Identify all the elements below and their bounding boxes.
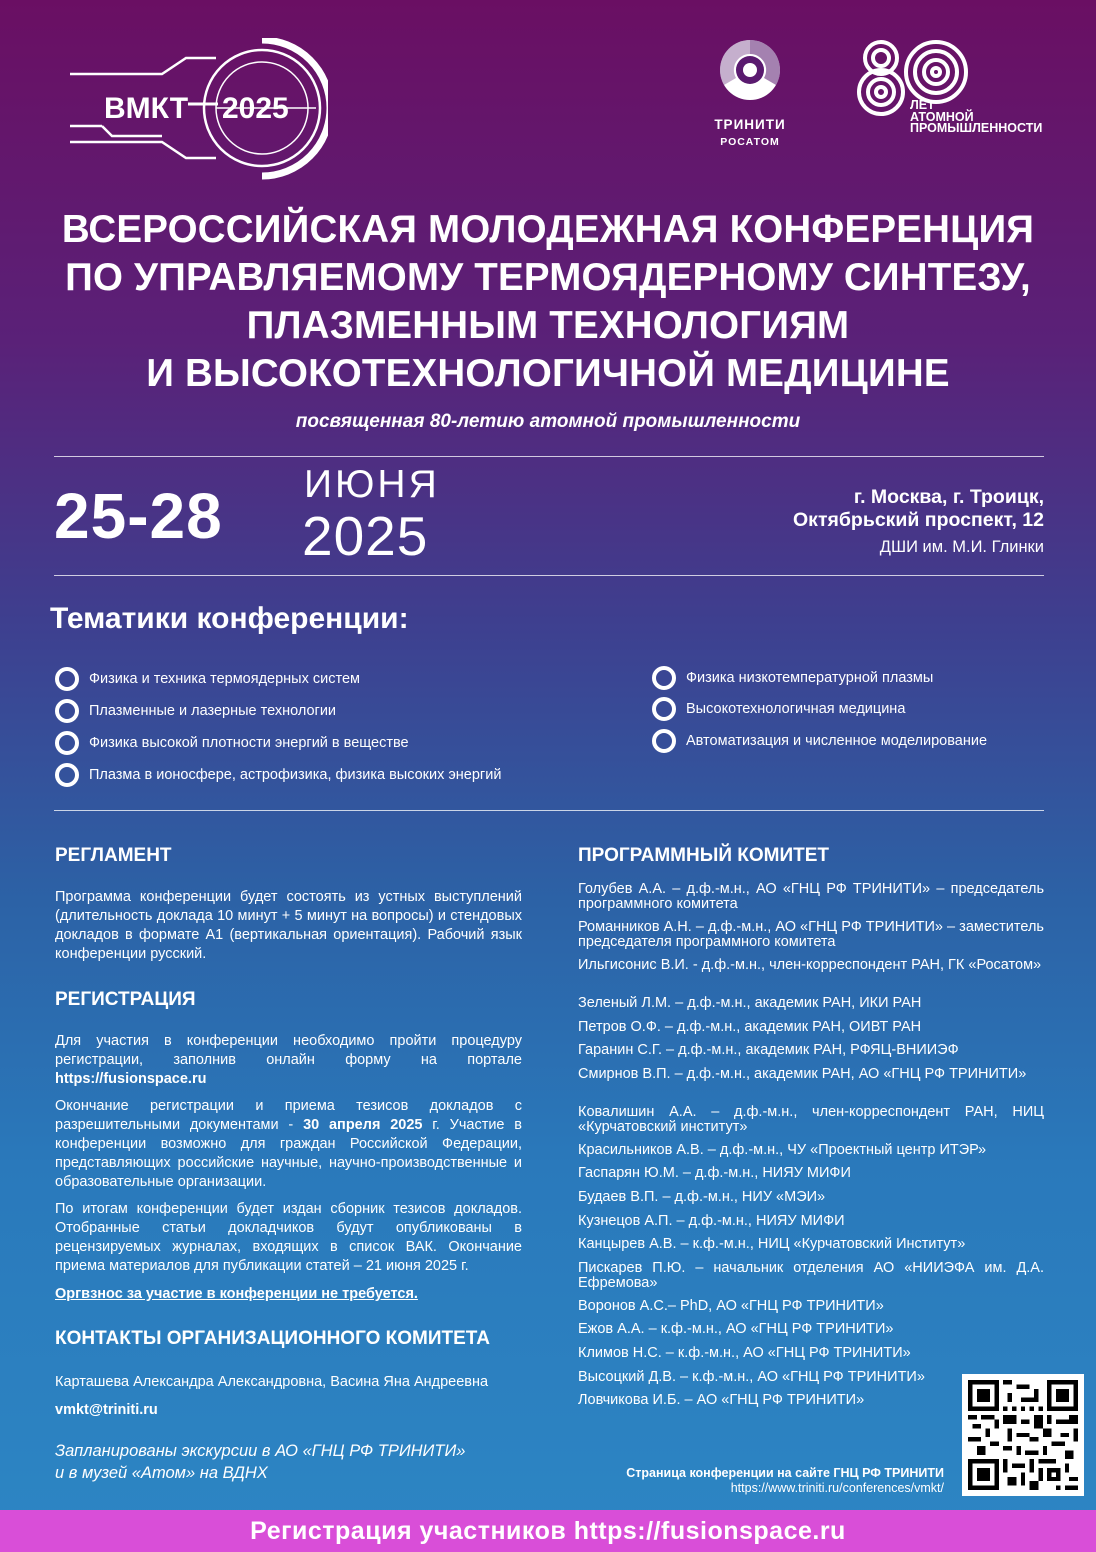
conference-logo-text1: ВМКТ (104, 92, 189, 125)
contacts-heading: КОНТАКТЫ ОРГАНИЗАЦИОННОГО КОМИТЕТА (55, 1328, 490, 1349)
registration-p2-after: г. Участие в конференции возможно для граждан Российской Федерации, представляющих российские научные, научно-производственные и образовательные организации. (55, 1117, 523, 1190)
conference-days: 25-28 (54, 480, 223, 552)
registration-p1-text: Для участия в конференции необходимо пройти процедуру регистрации, заполнив онлайн форму на портале (55, 1033, 522, 1068)
committee-member: Смирнов В.П. – д.ф.-м.н., академик РАН, АО «ГНЦ РФ ТРИНИТИ» (578, 1065, 1027, 1082)
trinity-logo (708, 38, 792, 150)
topic-item (55, 763, 501, 787)
committee-member: Ловчикова И.Б. – АО «ГНЦ РФ ТРИНИТИ» (578, 1392, 865, 1409)
trinity-name: ТРИНИТИ (714, 117, 786, 132)
ring-bullet-icon (652, 729, 676, 753)
registration-p2-before: Окончание регистрации и приема тезисов докладов с разрешительными документами - (55, 1098, 522, 1133)
excursion-note (55, 1440, 465, 1484)
title-line: ВСЕРОССИЙСКАЯ МОЛОДЕЖНАЯ КОНФЕРЕНЦИЯ (61, 208, 1035, 251)
reglament-text: Программа конференции будет состоять из устных выступлений (длительность доклада 10 минут + 5 минут на вопросы) и стендовых докладов в формате А1 (вертикальная ориентация). Рабочий язык конференции русский. (55, 889, 522, 962)
anniversary-line2: АТОМНОЙ (910, 109, 974, 124)
topic-item (652, 697, 905, 721)
committee-member: Высоцкий Д.В. – к.ф.-м.н., АО «ГНЦ РФ ТРИНИТИ» (578, 1368, 925, 1385)
conference-month: ИЮНЯ (304, 463, 440, 506)
registration-paragraph-2 (55, 1097, 522, 1192)
topic-item (652, 729, 987, 753)
topic-label: Физика высокой плотности энергий в веществе (89, 735, 409, 751)
committee-member: Романников А.Н. – д.ф.-м.н., АО «ГНЦ РФ ТРИНИТИ» – заместитель председателя программного комитета (578, 919, 1044, 950)
committee-member: Петров О.Ф. – д.ф.-м.н., академик РАН, ОИВТ РАН (578, 1018, 922, 1035)
registration-deadline: 30 апреля 2025 (303, 1117, 423, 1133)
trinity-parent: РОСАТОМ (720, 136, 780, 148)
anniversary-logo (852, 38, 1068, 138)
registration-banner[interactable]: Регистрация участников https://fusionspace.ru (0, 1510, 1096, 1552)
ring-bullet-icon (55, 763, 79, 787)
committee-member: Ежов А.А. – к.ф.-м.н., АО «ГНЦ РФ ТРИНИТИ» (578, 1321, 894, 1338)
conference-year: 2025 (302, 505, 429, 567)
divider (54, 810, 1044, 811)
qr-code[interactable] (962, 1374, 1084, 1496)
committee-member: Ильгисонис В.И. - д.ф.-м.н., член-корреспондент РАН, ГК «Росатом» (578, 957, 1042, 973)
conference-logo-text2: 2025 (222, 92, 289, 125)
topic-label: Плазменные и лазерные технологии (89, 703, 337, 719)
reglament-heading: РЕГЛАМЕНТ (55, 845, 172, 866)
conference-subtitle: посвященная 80-летию атомной промышленности (295, 411, 801, 432)
rosatom-emblem-icon (718, 38, 782, 102)
registration-heading: РЕГИСТРАЦИЯ (55, 989, 196, 1010)
place-line3: ДШИ им. М.И. Глинки (879, 538, 1044, 556)
committee-member: Гаранин С.Г. – д.ф.-м.н., академик РАН, РФЯЦ-ВНИИЭФ (578, 1042, 959, 1059)
topics-heading: Тематики конференции: (50, 602, 409, 635)
conference-title (30, 206, 1066, 398)
committee-member: Пискарев П.Ю. – начальник отделения АО «НИИЭФА им. Д.А. Ефремова» (578, 1259, 1044, 1291)
conference-page-url[interactable]: https://www.triniti.ru/conferences/vmkt/ (730, 1481, 944, 1495)
topic-item (55, 731, 409, 755)
ring-bullet-icon (652, 666, 676, 690)
title-line: ПЛАЗМЕННЫМ ТЕХНОЛОГИЯМ (246, 304, 850, 347)
excursion-line1: Запланированы экскурсии в АО «ГНЦ РФ ТРИНИТИ» (55, 1442, 466, 1460)
ring-bullet-icon (55, 667, 79, 691)
ring-bullet-icon (55, 731, 79, 755)
committee-member: Канцырев А.В. – к.ф.-м.н., НИЦ «Курчатовский Институт» (578, 1236, 966, 1253)
title-line: ПО УПРАВЛЯЕМОМУ ТЕРМОЯДЕРНОМУ СИНТЕЗУ, (65, 256, 1031, 299)
committee-heading: ПРОГРАММНЫЙ КОМИТЕТ (578, 845, 830, 866)
topic-label: Высокотехнологичная медицина (686, 701, 906, 717)
registration-link[interactable]: https://fusionspace.ru (55, 1071, 207, 1087)
committee-member: Кузнецов А.П. – д.ф.-м.н., НИЯУ МИФИ (578, 1212, 845, 1229)
conference-place (793, 486, 1044, 559)
committee-member: Красильников А.В. – д.ф.-м.н., ЧУ «Проектный центр ИТЭР» (578, 1141, 987, 1158)
anniversary-line1: ЛЕТ (910, 98, 935, 112)
committee-member: Будаев В.П. – д.ф.-м.н., НИУ «МЭИ» (578, 1188, 826, 1205)
topic-item (652, 666, 933, 690)
registration-paragraph-3: По итогам конференции будет издан сборник тезисов докладов. Отобранные статьи докладчиков будут опубликованы в рецензируемых журналах, входящих в список ВАК. Окончание приема материалов для публикации статей – 21 июня 2025 г. (55, 1201, 522, 1274)
fee-note: Оргвзнос за участие в конференции не требуется. (55, 1286, 418, 1302)
conference-page-label: Страница конференции на сайте ГНЦ РФ ТРИНИТИ (626, 1466, 944, 1480)
conference-logo (66, 38, 328, 180)
topic-item (55, 699, 336, 723)
topic-label: Физика низкотемпературной плазмы (686, 670, 934, 686)
conference-page (626, 1466, 944, 1496)
place-line2: Октябрьский проспект, 12 (793, 509, 1044, 531)
contacts-email[interactable]: vmkt@triniti.ru (55, 1402, 158, 1418)
contacts-names: Карташева Александра Александровна, Васина Яна Андреевна (55, 1374, 489, 1390)
topic-label: Автоматизация и численное моделирование (686, 733, 988, 749)
anniversary-line3: ПРОМЫШЛЕННОСТИ (910, 121, 1043, 135)
conference-logo-graphic (66, 38, 328, 180)
ring-bullet-icon (55, 699, 79, 723)
topic-item (55, 667, 360, 691)
topic-label: Физика и техника термоядерных систем (89, 671, 360, 687)
registration-paragraph-1 (55, 1032, 522, 1089)
ring-bullet-icon (652, 697, 676, 721)
committee-member: Гаспарян Ю.М. – д.ф.-м.н., НИЯУ МИФИ (578, 1165, 851, 1182)
excursion-line2: и в музей «Атом» на ВДНХ (55, 1464, 268, 1482)
committee-member: Климов Н.С. – к.ф.-м.н., АО «ГНЦ РФ ТРИНИТИ» (578, 1344, 911, 1361)
committee-member: Ковалишин А.А. – д.ф.-м.н., член-корреспондент РАН, НИЦ «Курчатовский институт» (578, 1103, 1044, 1135)
place-line1: г. Москва, г. Троицк, (853, 486, 1044, 508)
qr-code-icon (968, 1380, 1078, 1490)
topic-label: Плазма в ионосфере, астрофизика, физика высоких энергий (89, 767, 502, 783)
committee-member: Воронов А.С.– PhD, АО «ГНЦ РФ ТРИНИТИ» (578, 1297, 884, 1314)
committee-member: Зеленый Л.М. – д.ф.-м.н., академик РАН, ИКИ РАН (578, 995, 922, 1011)
title-line: И ВЫСОКОТЕХНОЛОГИЧНОЙ МЕДИЦИНЕ (146, 352, 950, 395)
divider (54, 456, 1044, 457)
divider (54, 575, 1044, 576)
committee-list (578, 882, 1044, 1417)
committee-member: Голубев А.А. – д.ф.-м.н., АО «ГНЦ РФ ТРИНИТИ» – председатель программного комитета (578, 881, 1044, 912)
